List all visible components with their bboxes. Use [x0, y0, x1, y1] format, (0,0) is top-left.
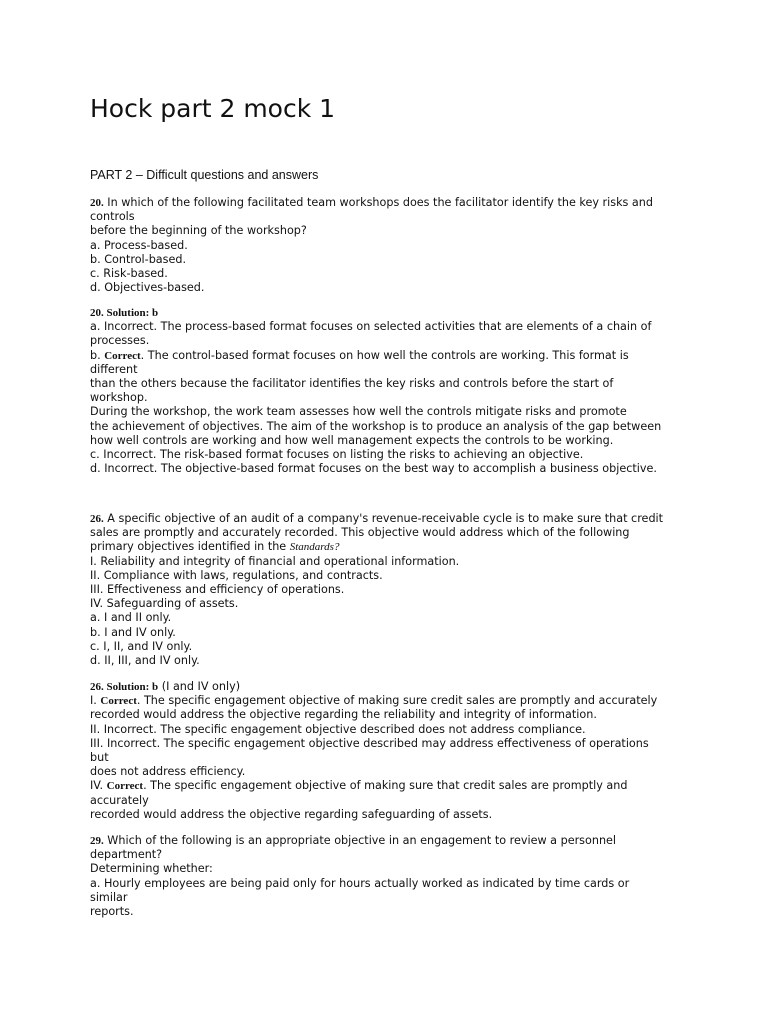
solution-20-line-b	[90, 349, 690, 363]
question-20	[90, 196, 690, 295]
solution-26-correct-word: Correct	[106, 780, 144, 793]
question-29	[90, 834, 690, 919]
solution-26-line: recorded would address the objective regarding the reliability and integrity of information.	[90, 708, 597, 722]
solution-20-line: than the others because the facilitator identifies the key risks and controls before the start of	[90, 377, 614, 391]
question-20-option-d: d. Objectives-based.	[90, 281, 205, 295]
solution-20-line: During the workshop, the work team assesses how well the controls mitigate risks and promote	[90, 405, 627, 419]
solution-20-label: 20. Solution: b	[90, 307, 159, 319]
solution-20-line: how well controls are working and how well management expects the controls to be working.	[90, 433, 614, 447]
solution-26-i-rest: . The specific engagement objective of making sure credit sales are promptly and accurately	[136, 694, 658, 708]
question-26-option-c: c. I, II, and IV only.	[90, 639, 193, 653]
solution-26	[90, 680, 690, 822]
solution-26-line: recorded would address the objective regarding safeguarding of assets.	[90, 807, 493, 821]
question-29-line-1	[90, 834, 690, 848]
question-26-text: A specific objective of an audit of a company's revenue-receivable cycle is to make sure that credit	[103, 512, 664, 525]
solution-20-line-a2: processes.	[90, 334, 150, 348]
question-26-line-3	[90, 540, 690, 554]
solution-26-line: does not address efficiency.	[90, 765, 246, 779]
question-20-option-a: a. Process-based.	[90, 238, 188, 252]
solution-20-line: different	[90, 362, 138, 376]
question-29-line-3: Determining whether:	[90, 862, 213, 876]
question-26-option-d: d. II, III, and IV only.	[90, 654, 200, 668]
question-20-text: In which of the following facilitated team workshops does the facilitator identify the key risks and	[103, 196, 653, 209]
question-29-line-5: similar	[90, 890, 128, 904]
solution-26-heading	[90, 680, 690, 694]
question-26-line-3-text: primary objectives identified in the	[90, 540, 290, 554]
solution-26-iv-prefix: IV.	[90, 779, 107, 793]
solution-20-line: the achievement of objectives. The aim of the workshop is to produce an analysis of the gap between	[90, 419, 662, 433]
solution-20-line-a1: a. Incorrect. The process-based format focuses on selected activities that are elements of a chain of	[90, 320, 652, 334]
solution-26-line-iv	[90, 779, 690, 793]
question-29-number: 29.	[90, 835, 104, 847]
question-26-item-iii: III. Effectiveness and efficiency of operations.	[90, 583, 345, 597]
solution-26-label: 26. Solution: b	[90, 681, 159, 693]
solution-26-line-iii: III. Incorrect. The specific engagement objective described may address effectiveness of operations	[90, 736, 649, 750]
question-26-option-a: a. I and II only.	[90, 611, 172, 625]
solution-20-line-c: c. Incorrect. The risk-based format focuses on listing the risks to achieving an objective.	[90, 448, 584, 462]
solution-20-correct-word: Correct	[104, 349, 141, 362]
question-26	[90, 512, 690, 668]
solution-20	[90, 306, 690, 476]
question-20-option-b: b. Control-based.	[90, 252, 187, 266]
question-26-number: 26.	[90, 513, 104, 525]
question-29-option-a: a. Hourly employees are being paid only for hours actually worked as indicated by time cards or	[90, 876, 630, 890]
question-20-line-2: controls	[90, 210, 135, 224]
question-29-line-2: department?	[90, 848, 163, 862]
document-title: Hock part 2 mock 1	[90, 94, 336, 123]
question-20-option-c: c. Risk-based.	[90, 267, 168, 281]
question-26-line-2: sales are promptly and accurately recorded. This objective would address which of the following	[90, 526, 630, 540]
question-26-line-1	[90, 512, 690, 526]
solution-26-correct-word: Correct	[100, 695, 137, 708]
solution-20-b-prefix: b.	[90, 348, 105, 362]
solution-26-label-suffix: (I and IV only)	[158, 680, 241, 693]
question-20-line-1	[90, 196, 690, 210]
standards-reference: Standards?	[289, 541, 340, 554]
solution-26-line: but	[90, 751, 109, 765]
question-29-text: Which of the following is an appropriate objective in an engagement to review a personnel	[103, 834, 617, 847]
solution-26-line-ii: II. Incorrect. The specific engagement objective described does not address compliance.	[90, 722, 586, 736]
question-20-number: 20.	[90, 197, 104, 209]
question-26-item-i: I. Reliability and integrity of financial and operational information.	[90, 554, 460, 568]
question-26-item-iv: IV. Safeguarding of assets.	[90, 597, 239, 611]
question-26-option-b: b. I and IV only.	[90, 625, 176, 639]
solution-20-line-d: d. Incorrect. The objective-based format focuses on the best way to accomplish a business objective.	[90, 462, 657, 476]
solution-26-line: accurately	[90, 793, 149, 807]
solution-20-line: workshop.	[90, 391, 148, 405]
section-heading: PART 2 – Difficult questions and answers	[90, 168, 319, 182]
solution-20-b-rest: . The control-based format focuses on how well the controls are working. This format is	[140, 348, 629, 362]
question-20-line-3: before the beginning of the workshop?	[90, 224, 307, 238]
solution-26-iv-rest: . The specific engagement objective of making sure that credit sales are promptly and	[143, 779, 628, 793]
solution-26-line-i	[90, 694, 690, 708]
question-29-line-6: reports.	[90, 905, 134, 919]
question-26-item-ii: II. Compliance with laws, regulations, and contracts.	[90, 568, 383, 582]
solution-26-i-prefix: I.	[90, 694, 101, 708]
